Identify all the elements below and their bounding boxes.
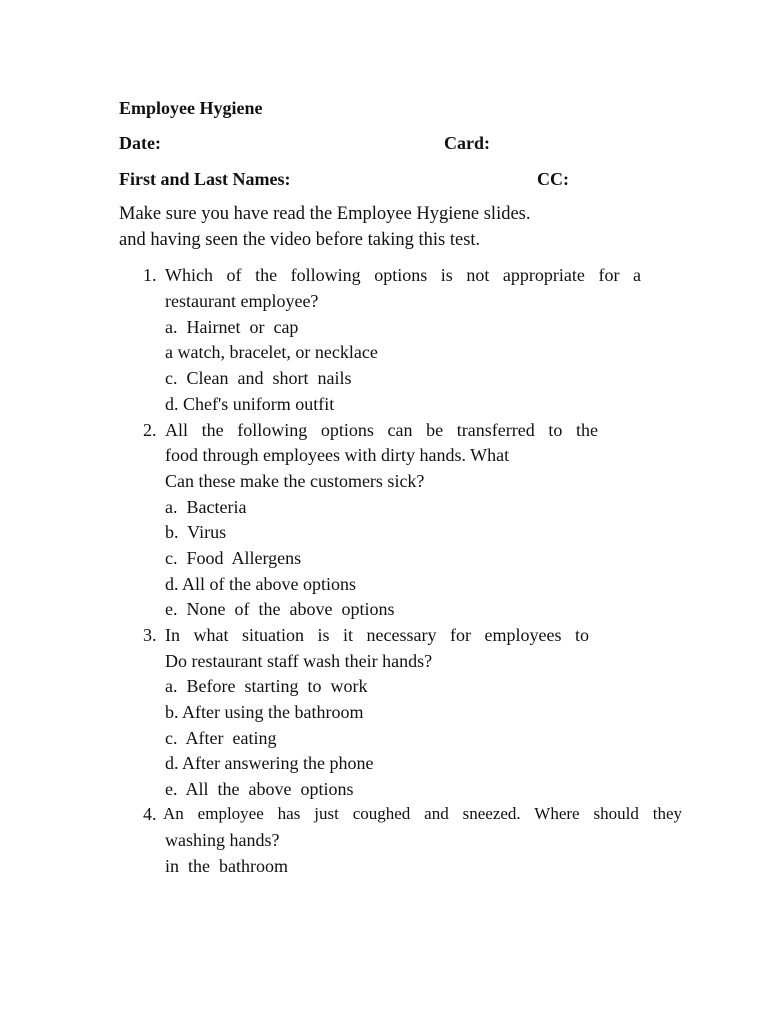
- cc-label: CC:: [537, 169, 569, 189]
- answer-option: a. Hairnet or cap: [165, 317, 299, 337]
- answer-option: a. Before starting to work: [165, 676, 368, 696]
- answer-option: d. All of the above options: [165, 574, 356, 594]
- question-text-line: washing hands?: [165, 830, 280, 850]
- intro-line-2: and having seen the video before taking this test.: [119, 230, 481, 250]
- question-text-line: restaurant employee?: [165, 291, 319, 311]
- answer-option: d. After answering the phone: [165, 753, 374, 773]
- document-title: Employee Hygiene: [119, 98, 263, 118]
- date-label: Date:: [119, 133, 161, 153]
- question-text-line: An employee has just coughed and sneezed. Where should they: [163, 804, 682, 823]
- question-text-line: All the following options can be transferred to the: [165, 420, 598, 440]
- question-text-line: food through employees with dirty hands. What: [165, 445, 510, 465]
- answer-option: c. Clean and short nails: [165, 368, 352, 388]
- question-number: 3.: [143, 625, 157, 645]
- answer-option: in the bathroom: [165, 856, 288, 876]
- question-number: 2.: [143, 420, 157, 440]
- answer-option: e. All the above options: [165, 779, 354, 799]
- answer-option: e. None of the above options: [165, 599, 395, 619]
- question-text-line: Do restaurant staff wash their hands?: [165, 651, 433, 671]
- answer-option: d. Chef's uniform outfit: [165, 394, 335, 414]
- answer-option: a. Bacteria: [165, 497, 247, 517]
- question-number: 4.: [143, 804, 157, 824]
- answer-option: b. Virus: [165, 522, 227, 542]
- card-label: Card:: [444, 133, 490, 153]
- answer-option: a watch, bracelet, or necklace: [165, 342, 378, 362]
- answer-option: c. After eating: [165, 728, 277, 748]
- intro-line-1: Make sure you have read the Employee Hygiene slides.: [119, 204, 531, 224]
- answer-option: b. After using the bathroom: [165, 702, 364, 722]
- question-number: 1.: [143, 265, 157, 285]
- names-label: First and Last Names:: [119, 169, 291, 189]
- question-text-line: Can these make the customers sick?: [165, 471, 425, 491]
- question-text-line: In what situation is it necessary for employees to: [165, 625, 589, 645]
- question-text-line: Which of the following options is not appropriate for a: [165, 265, 641, 285]
- answer-option: c. Food Allergens: [165, 548, 302, 568]
